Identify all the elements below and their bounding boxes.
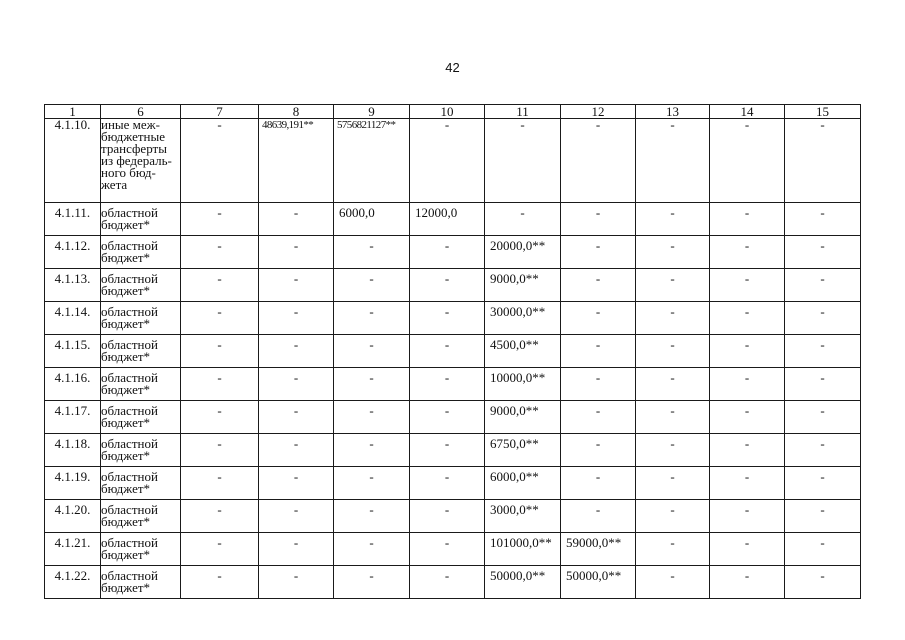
table-row	[45, 119, 861, 203]
column-header: 6	[101, 105, 181, 119]
value-cell-15: -	[785, 401, 861, 434]
value-cell-7: -	[181, 434, 259, 467]
table-row	[45, 302, 861, 335]
page-number: 42	[445, 60, 460, 75]
value-cell-14: -	[710, 236, 785, 269]
source-name-cell: областной бюджет*	[101, 467, 181, 500]
value-cell-11: 30000,0**	[485, 302, 561, 335]
value-cell-9: 5756821127**	[334, 119, 410, 203]
value-cell-8: -	[259, 566, 334, 599]
source-name-cell: областной бюджет*	[101, 203, 181, 236]
value-cell-7: -	[181, 203, 259, 236]
source-name-cell: областной бюджет*	[101, 368, 181, 401]
value-cell-12: 59000,0**	[561, 533, 636, 566]
value-cell-11: 20000,0**	[485, 236, 561, 269]
value-cell-11: 3000,0**	[485, 500, 561, 533]
column-header: 13	[636, 105, 710, 119]
table-row	[45, 467, 861, 500]
value-cell-14: -	[710, 203, 785, 236]
value-cell-8: -	[259, 302, 334, 335]
source-name-cell: областной бюджет*	[101, 566, 181, 599]
value-cell-14: -	[710, 302, 785, 335]
value-cell-14: -	[710, 368, 785, 401]
value-cell-15: -	[785, 434, 861, 467]
value-cell-7: -	[181, 269, 259, 302]
value-cell-15: -	[785, 335, 861, 368]
value-cell-8: -	[259, 368, 334, 401]
source-name-cell: областной бюджет*	[101, 335, 181, 368]
column-header: 15	[785, 105, 861, 119]
table-row	[45, 203, 861, 236]
value-cell-14: -	[710, 434, 785, 467]
budget-table	[44, 104, 861, 599]
value-cell-9: -	[334, 335, 410, 368]
value-cell-11: 101000,0**	[485, 533, 561, 566]
row-number-cell: 4.1.11.	[45, 203, 101, 236]
source-name-cell: областной бюджет*	[101, 401, 181, 434]
value-cell-8: -	[259, 203, 334, 236]
value-cell-7: -	[181, 119, 259, 203]
table-row	[45, 368, 861, 401]
value-cell-8: -	[259, 335, 334, 368]
value-cell-7: -	[181, 467, 259, 500]
row-number-cell: 4.1.18.	[45, 434, 101, 467]
value-cell-11: 6750,0**	[485, 434, 561, 467]
value-cell-13: -	[636, 533, 710, 566]
value-cell-7: -	[181, 533, 259, 566]
value-cell-10: 12000,0	[410, 203, 485, 236]
value-cell-14: -	[710, 401, 785, 434]
value-cell-10: -	[410, 368, 485, 401]
value-cell-10: -	[410, 434, 485, 467]
value-cell-15: -	[785, 533, 861, 566]
column-header: 9	[334, 105, 410, 119]
value-cell-13: -	[636, 500, 710, 533]
value-cell-11: 4500,0**	[485, 335, 561, 368]
value-cell-8: -	[259, 434, 334, 467]
value-cell-8: -	[259, 533, 334, 566]
value-cell-7: -	[181, 401, 259, 434]
value-cell-12: -	[561, 401, 636, 434]
value-cell-7: -	[181, 236, 259, 269]
value-cell-8: -	[259, 236, 334, 269]
value-cell-14: -	[710, 335, 785, 368]
value-cell-15: -	[785, 500, 861, 533]
row-number-cell: 4.1.15.	[45, 335, 101, 368]
value-cell-11: 50000,0**	[485, 566, 561, 599]
value-cell-15: -	[785, 467, 861, 500]
value-cell-13: -	[636, 119, 710, 203]
value-cell-12: -	[561, 467, 636, 500]
value-cell-8: -	[259, 269, 334, 302]
value-cell-9: -	[334, 434, 410, 467]
source-name-cell: областной бюджет*	[101, 500, 181, 533]
value-cell-12: -	[561, 302, 636, 335]
value-cell-15: -	[785, 269, 861, 302]
row-number-cell: 4.1.12.	[45, 236, 101, 269]
value-cell-13: -	[636, 236, 710, 269]
column-header: 10	[410, 105, 485, 119]
value-cell-13: -	[636, 368, 710, 401]
row-number-cell: 4.1.19.	[45, 467, 101, 500]
value-cell-12: -	[561, 434, 636, 467]
row-number-cell: 4.1.16.	[45, 368, 101, 401]
row-number-cell: 4.1.13.	[45, 269, 101, 302]
column-header: 14	[710, 105, 785, 119]
column-header: 12	[561, 105, 636, 119]
value-cell-14: -	[710, 119, 785, 203]
value-cell-13: -	[636, 401, 710, 434]
table-row	[45, 500, 861, 533]
value-cell-12: -	[561, 203, 636, 236]
value-cell-10: -	[410, 467, 485, 500]
table-row	[45, 566, 861, 599]
value-cell-11: 10000,0**	[485, 368, 561, 401]
value-cell-9: -	[334, 269, 410, 302]
value-cell-13: -	[636, 203, 710, 236]
value-cell-10: -	[410, 236, 485, 269]
header-row	[45, 105, 861, 119]
value-cell-15: -	[785, 368, 861, 401]
value-cell-11: -	[485, 203, 561, 236]
value-cell-14: -	[710, 533, 785, 566]
value-cell-10: -	[410, 269, 485, 302]
value-cell-10: -	[410, 533, 485, 566]
table-row	[45, 401, 861, 434]
value-cell-9: -	[334, 368, 410, 401]
table-row	[45, 533, 861, 566]
value-cell-9: -	[334, 533, 410, 566]
column-header: 1	[45, 105, 101, 119]
value-cell-9: -	[334, 302, 410, 335]
value-cell-12: -	[561, 335, 636, 368]
value-cell-10: -	[410, 335, 485, 368]
value-cell-12: -	[561, 119, 636, 203]
source-name-cell: областной бюджет*	[101, 533, 181, 566]
table-body	[45, 119, 861, 599]
table-row	[45, 269, 861, 302]
row-number-cell: 4.1.10.	[45, 119, 101, 203]
value-cell-15: -	[785, 203, 861, 236]
table-row	[45, 236, 861, 269]
column-header: 11	[485, 105, 561, 119]
row-number-cell: 4.1.22.	[45, 566, 101, 599]
value-cell-15: -	[785, 119, 861, 203]
value-cell-8: -	[259, 467, 334, 500]
row-number-cell: 4.1.17.	[45, 401, 101, 434]
value-cell-12: -	[561, 269, 636, 302]
value-cell-7: -	[181, 335, 259, 368]
value-cell-9: -	[334, 566, 410, 599]
value-cell-14: -	[710, 269, 785, 302]
value-cell-7: -	[181, 302, 259, 335]
value-cell-13: -	[636, 467, 710, 500]
source-name-cell: иные меж- бюджетные трансферты из федераль- ного бюд- жета	[101, 119, 181, 203]
row-number-cell: 4.1.20.	[45, 500, 101, 533]
value-cell-9: -	[334, 401, 410, 434]
value-cell-9: -	[334, 500, 410, 533]
value-cell-11: 6000,0**	[485, 467, 561, 500]
value-cell-11: 9000,0**	[485, 269, 561, 302]
value-cell-9: 6000,0	[334, 203, 410, 236]
value-cell-15: -	[785, 236, 861, 269]
value-cell-11: 9000,0**	[485, 401, 561, 434]
value-cell-9: -	[334, 236, 410, 269]
value-cell-13: -	[636, 302, 710, 335]
value-cell-10: -	[410, 302, 485, 335]
value-cell-11: -	[485, 119, 561, 203]
value-cell-10: -	[410, 500, 485, 533]
value-cell-14: -	[710, 566, 785, 599]
value-cell-14: -	[710, 500, 785, 533]
value-cell-13: -	[636, 269, 710, 302]
value-cell-12: -	[561, 368, 636, 401]
row-number-cell: 4.1.14.	[45, 302, 101, 335]
value-cell-14: -	[710, 467, 785, 500]
value-cell-15: -	[785, 566, 861, 599]
value-cell-7: -	[181, 500, 259, 533]
source-name-cell: областной бюджет*	[101, 269, 181, 302]
source-name-cell: областной бюджет*	[101, 236, 181, 269]
value-cell-10: -	[410, 119, 485, 203]
value-cell-12: -	[561, 236, 636, 269]
value-cell-8: -	[259, 500, 334, 533]
value-cell-7: -	[181, 566, 259, 599]
table-row	[45, 434, 861, 467]
value-cell-10: -	[410, 401, 485, 434]
source-name-cell: областной бюджет*	[101, 434, 181, 467]
column-header: 8	[259, 105, 334, 119]
source-name-cell: областной бюджет*	[101, 302, 181, 335]
row-number-cell: 4.1.21.	[45, 533, 101, 566]
value-cell-8: 48639,191**	[259, 119, 334, 203]
value-cell-9: -	[334, 467, 410, 500]
value-cell-15: -	[785, 302, 861, 335]
table-row	[45, 335, 861, 368]
value-cell-8: -	[259, 401, 334, 434]
value-cell-10: -	[410, 566, 485, 599]
value-cell-12: 50000,0**	[561, 566, 636, 599]
value-cell-13: -	[636, 566, 710, 599]
value-cell-13: -	[636, 335, 710, 368]
value-cell-7: -	[181, 368, 259, 401]
value-cell-12: -	[561, 500, 636, 533]
value-cell-13: -	[636, 434, 710, 467]
column-header: 7	[181, 105, 259, 119]
